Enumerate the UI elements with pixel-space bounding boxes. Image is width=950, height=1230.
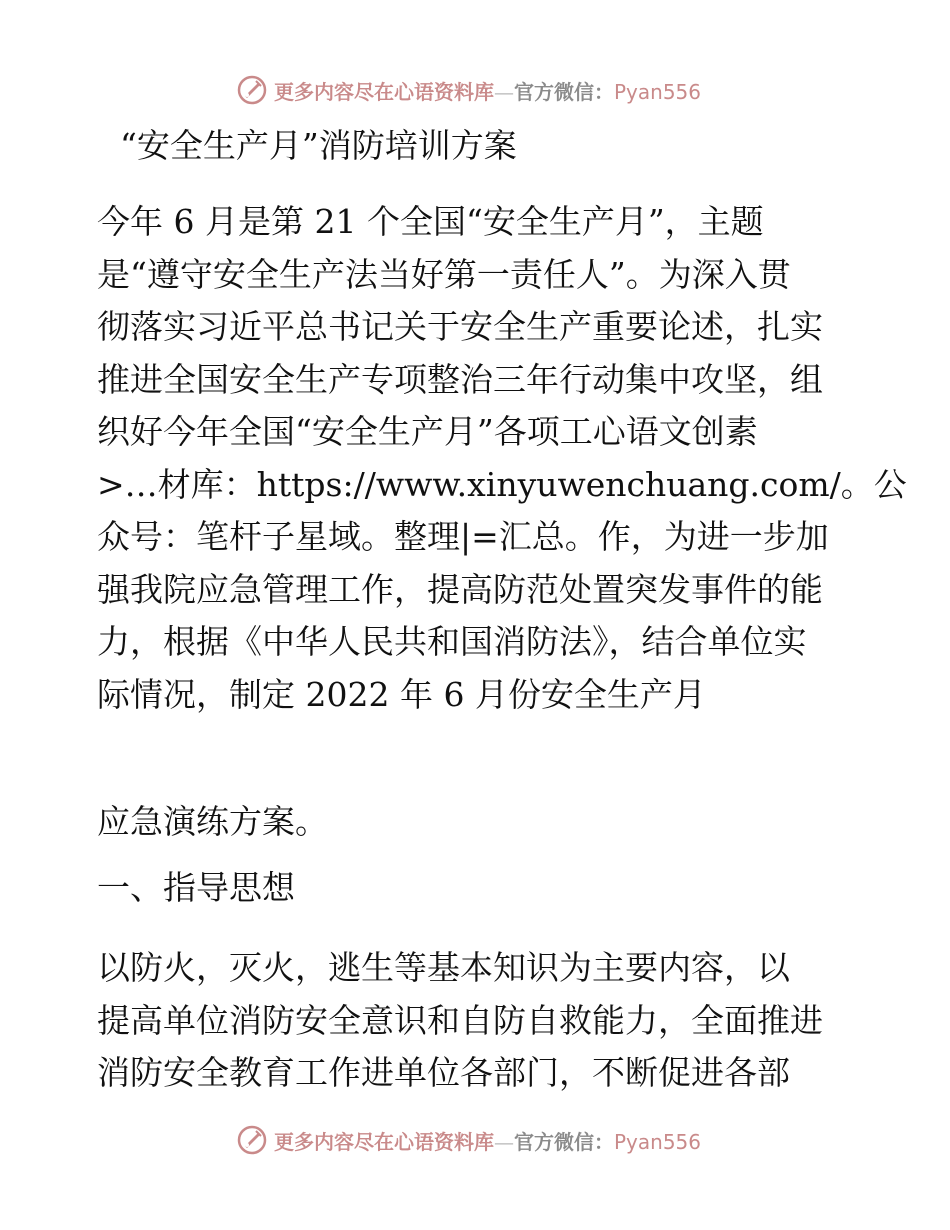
text-line: 消防安全教育工作进单位各部门，不断促进各部 — [97, 1053, 790, 1092]
text-line: 今年 6 月是第 21 个全国“安全生产月”，主题 — [97, 202, 764, 241]
text-line: 是“遵守安全生产法当好第一责任人”。为深入贯 — [97, 254, 791, 294]
text-line: 际情况，制定 2022 年 6 月份安全生产月 — [97, 674, 706, 714]
text-line: 力，根据《中华人民共和国消防法》，结合单位实 — [97, 622, 807, 661]
banner-dash: — — [494, 79, 514, 104]
banner-official-label: 官方微信： — [514, 1129, 614, 1154]
banner-official-label: 官方微信： — [514, 79, 614, 104]
text-line: >…材库：https://www.xinyuwenchuang.com/。公 — [97, 464, 907, 504]
text-line: 应急演练方案。 — [97, 802, 328, 841]
paragraph-plan-continuation — [97, 796, 857, 849]
section-heading-guiding-thought — [97, 862, 857, 915]
brand-logo-icon — [236, 1124, 268, 1156]
text-line: 织好今年全国“安全生产月”各项工心语文创素 — [97, 412, 758, 451]
banner-text — [274, 1126, 701, 1155]
brand-logo-icon — [236, 74, 268, 106]
banner-prefix: 更多内容尽在心语资料库 — [274, 79, 494, 104]
paragraph-guiding-thought — [97, 942, 857, 1100]
heading-text: 一、指导思想 — [97, 868, 295, 907]
text-line: 提高单位消防安全意识和自防自救能力，全面推进 — [97, 1000, 823, 1040]
banner-dash: — — [494, 1129, 514, 1154]
text-line: 推进全国安全生产专项整治三年行动集中攻坚，组 — [97, 359, 823, 399]
text-line: 彻落实习近平总书记关于安全生产重要论述，扎实 — [97, 307, 823, 346]
banner-text — [274, 76, 701, 105]
paragraph-intro — [97, 196, 907, 721]
banner-wechat-id: Pyan556 — [614, 1129, 702, 1154]
text-line: 强我院应急管理工作，提高防范处置突发事件的能 — [97, 569, 823, 609]
document-title: “安全生产月”消防培训方案 — [120, 126, 517, 165]
text-line: 众号：笔杆子星域。整理|=汇总。作，为进一步加 — [97, 517, 829, 556]
banner-wechat-id: Pyan556 — [614, 79, 702, 104]
header-watermark-banner — [0, 70, 950, 110]
banner-prefix: 更多内容尽在心语资料库 — [274, 1129, 494, 1154]
footer-watermark-banner — [0, 1120, 950, 1160]
text-line: 以防火，灭火，逃生等基本知识为主要内容，以 — [97, 948, 790, 987]
